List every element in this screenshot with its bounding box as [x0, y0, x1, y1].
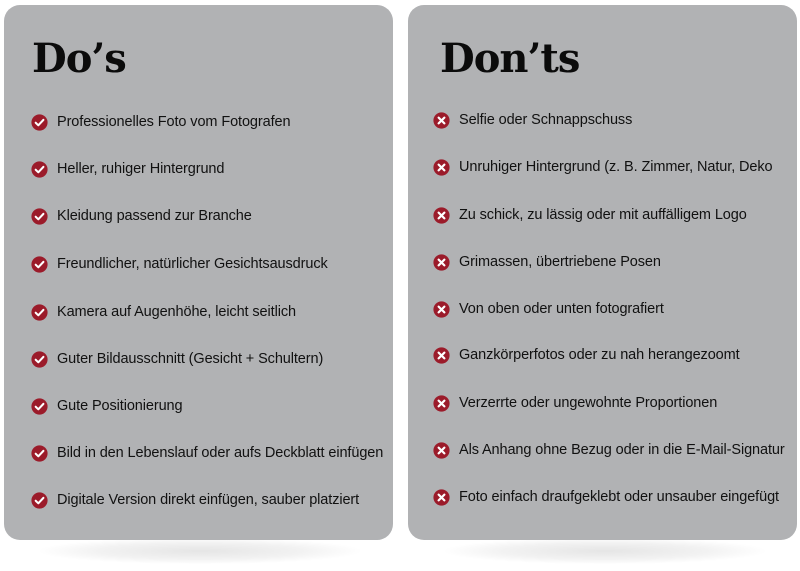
- donts-title: Don’ts: [440, 35, 580, 82]
- dos-item: [31, 253, 328, 275]
- x-circle-icon: [433, 207, 450, 224]
- x-circle-icon: [433, 347, 450, 364]
- dos-item: [31, 205, 252, 227]
- dos-item: [31, 442, 383, 464]
- dos-item-label: Guter Bildausschnitt (Gesicht + Schultern): [57, 351, 324, 367]
- dos-item-label: Heller, ruhiger Hintergrund: [57, 161, 225, 177]
- donts-item-label: Ganzkörperfotos oder zu nah herangezoomt: [459, 347, 740, 363]
- donts-item: [433, 344, 740, 366]
- donts-card-shadow: [445, 538, 765, 564]
- dos-item: [31, 348, 323, 370]
- check-circle-icon: [31, 304, 48, 321]
- x-circle-icon: [433, 395, 450, 412]
- donts-item: [433, 392, 717, 414]
- donts-item: [433, 298, 664, 320]
- check-circle-icon: [31, 208, 48, 225]
- dos-item: [31, 395, 182, 417]
- donts-card: [408, 5, 797, 540]
- donts-item: [433, 486, 779, 508]
- check-circle-icon: [31, 114, 48, 131]
- x-circle-icon: [433, 159, 450, 176]
- x-circle-icon: [433, 489, 450, 506]
- donts-item: [433, 109, 632, 131]
- dos-item-label: Digitale Version direkt einfügen, sauber platziert: [57, 492, 360, 508]
- x-circle-icon: [433, 254, 450, 271]
- donts-item-label: Als Anhang ohne Bezug oder in die E-Mail-Signatur: [459, 442, 785, 458]
- check-circle-icon: [31, 398, 48, 415]
- donts-item-label: Verzerrte oder ungewohnte Proportionen: [459, 395, 718, 411]
- donts-item-label: Unruhiger Hintergrund (z. B. Zimmer, Natur, Deko: [459, 159, 773, 175]
- donts-item: [433, 251, 661, 273]
- check-circle-icon: [31, 351, 48, 368]
- check-circle-icon: [31, 445, 48, 462]
- x-circle-icon: [433, 442, 450, 459]
- donts-item: [433, 439, 785, 461]
- donts-item-label: Selfie oder Schnappschuss: [459, 112, 633, 128]
- donts-item-label: Zu schick, zu lässig oder mit auffälligem Logo: [459, 207, 747, 223]
- donts-item-label: Foto einfach draufgeklebt oder unsauber eingefügt: [459, 489, 779, 505]
- check-circle-icon: [31, 256, 48, 273]
- check-circle-icon: [31, 492, 48, 509]
- donts-list: [408, 5, 797, 540]
- donts-item: [433, 156, 773, 178]
- dos-item-label: Freundlicher, natürlicher Gesichtsausdruck: [57, 256, 328, 272]
- dos-title: Do’s: [32, 35, 126, 82]
- dos-item-label: Bild in den Lebenslauf oder aufs Deckblatt einfügen: [57, 445, 384, 461]
- x-circle-icon: [433, 112, 450, 129]
- dos-card: [4, 5, 393, 540]
- dos-item-label: Gute Positionierung: [57, 398, 183, 414]
- dos-item-label: Kamera auf Augenhöhe, leicht seitlich: [57, 304, 296, 320]
- dos-item: [31, 301, 296, 323]
- check-circle-icon: [31, 161, 48, 178]
- dos-card-shadow: [40, 538, 360, 564]
- dos-list: [4, 5, 393, 540]
- donts-item: [433, 204, 747, 226]
- donts-item-label: Von oben oder unten fotografiert: [459, 301, 664, 317]
- x-circle-icon: [433, 301, 450, 318]
- dos-item: [31, 489, 359, 511]
- donts-item-label: Grimassen, übertriebene Posen: [459, 254, 661, 270]
- dos-item: [31, 158, 224, 180]
- dos-item-label: Professionelles Foto vom Fotografen: [57, 114, 291, 130]
- dos-item: [31, 111, 290, 133]
- dos-item-label: Kleidung passend zur Branche: [57, 208, 252, 224]
